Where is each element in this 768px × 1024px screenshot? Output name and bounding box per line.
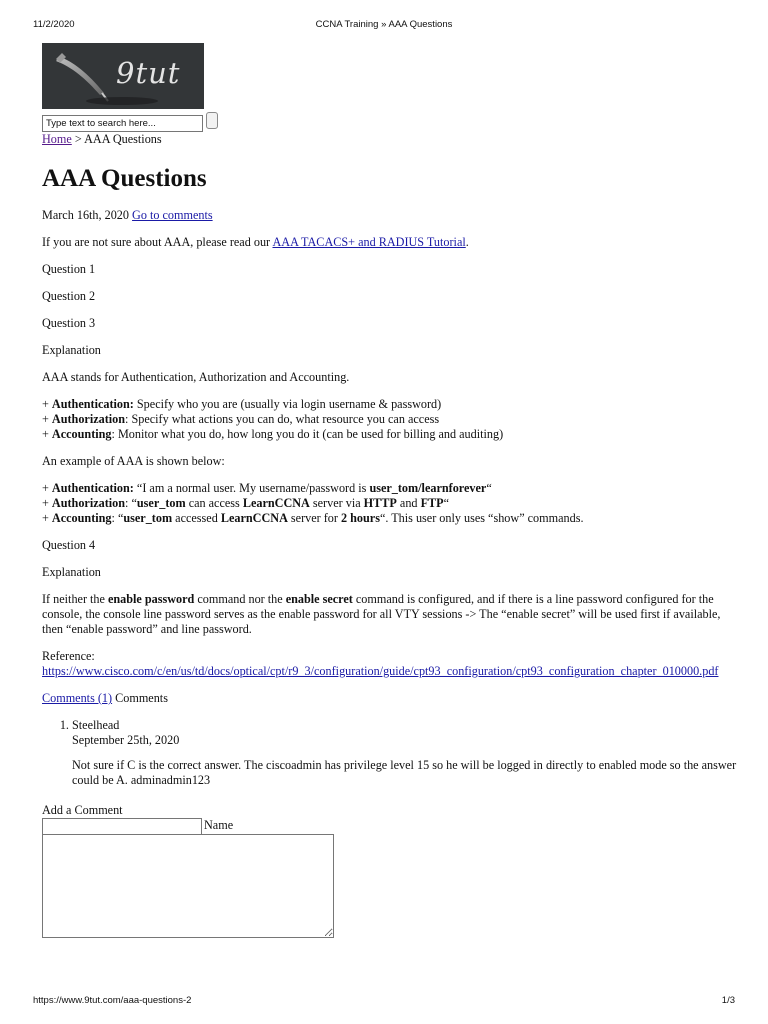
logo-text: 9tut: [116, 56, 181, 90]
add-comment-heading: Add a Comment: [42, 803, 123, 817]
question-4-link[interactable]: Question 4: [42, 538, 96, 552]
comment-meta: [72, 718, 742, 748]
name-input[interactable]: [42, 818, 202, 835]
example-authentication-label: Authentication:: [51, 481, 134, 495]
example-text: : “: [125, 496, 137, 510]
explanation-heading: Explanation: [42, 343, 101, 357]
example-text: “: [443, 496, 450, 510]
search-button[interactable]: [206, 112, 218, 129]
page-title: AAA Questions: [42, 165, 207, 192]
accounting-text: : Monitor what you do, how long you do it (can be used for billing and auditing): [111, 427, 504, 441]
post-date: March 16th, 2020: [42, 208, 129, 222]
breadcrumb-home-link[interactable]: Home: [42, 132, 72, 146]
print-url: https://www.9tut.com/aaa-questions-2: [33, 995, 192, 1006]
example-text: “. This user only uses “show” commands.: [379, 511, 584, 525]
enable-password-term: enable password: [107, 592, 195, 606]
reference: [42, 649, 742, 679]
bullet: +: [42, 496, 52, 510]
example-accounting-label: Accounting: [51, 511, 112, 525]
comment-author: Steelhead: [72, 718, 120, 732]
comment-item: [72, 718, 742, 788]
paragraph-text: command nor the: [194, 592, 286, 606]
comments-header: [42, 691, 742, 706]
comment-text: Not sure if C is the correct answer. The ciscoadmin has privilege level 15 so he will be logged in directly to enabled mode so the answer could be A. adminadmin123: [72, 758, 737, 787]
comments-label: Comments: [112, 691, 168, 705]
bullet: +: [42, 481, 52, 495]
explanation-heading-2: Explanation: [42, 565, 101, 579]
reference-link[interactable]: https://www.cisco.com/c/en/us/td/docs/optical/cpt/r9_3/configuration/guide/cpt93_configuration/cpt93_configuration_chapter_010000.pdf: [42, 664, 719, 678]
authentication-label: Authentication:: [51, 397, 134, 411]
site-logo[interactable]: [42, 43, 204, 109]
paragraph-text: If neither the: [42, 592, 108, 606]
question-3-link[interactable]: Question 3: [42, 316, 96, 330]
example-text: server via: [309, 496, 364, 510]
comment-textarea[interactable]: [42, 834, 334, 938]
authorization-text: : Specify what actions you can do, what resource you can access: [125, 412, 440, 426]
bullet: +: [42, 427, 52, 441]
enable-password-paragraph: [42, 592, 742, 637]
example-intro: An example of AAA is shown below:: [42, 454, 225, 468]
authentication-text: Specify who you are (usually via login username & password): [133, 397, 442, 411]
print-page-count: 1/3: [721, 995, 735, 1006]
print-date: 11/2/2020: [33, 19, 75, 30]
example-server: LearnCCNA: [242, 496, 310, 510]
accounting-label: Accounting: [51, 427, 112, 441]
aaa-components-list: [42, 397, 742, 442]
example-protocol: FTP: [420, 496, 444, 510]
print-page-title: CCNA Training » AAA Questions: [315, 19, 453, 30]
authorization-label: Authorization: [51, 412, 126, 426]
example-authorization-label: Authorization: [51, 496, 126, 510]
search-input[interactable]: [42, 115, 203, 132]
example-text: server for: [287, 511, 341, 525]
example-text: “: [486, 481, 492, 495]
breadcrumb-separator: >: [71, 132, 85, 146]
question-1-link[interactable]: Question 1: [42, 262, 96, 276]
example-protocol: HTTP: [363, 496, 397, 510]
reference-label: Reference:: [42, 649, 95, 663]
tutorial-link[interactable]: AAA TACACS+ and RADIUS Tutorial: [272, 235, 466, 249]
intro-paragraph: [42, 235, 742, 250]
example-text: “I am a normal user. My username/password is: [133, 481, 370, 495]
example-text: can access: [185, 496, 243, 510]
breadcrumb: [42, 132, 162, 147]
example-duration: 2 hours: [341, 511, 380, 525]
name-label: Name: [204, 818, 234, 832]
bullet: +: [42, 511, 52, 525]
bullet: +: [42, 397, 52, 411]
example-text: and: [396, 496, 421, 510]
go-to-comments-link[interactable]: Go to comments: [132, 208, 213, 222]
example-username: user_tom: [123, 511, 173, 525]
example-credentials: user_tom/learnforever: [369, 481, 487, 495]
aaa-example-list: [42, 481, 742, 526]
intro-text: If you are not sure about AAA, please read our: [42, 235, 273, 249]
example-server: LearnCCNA: [220, 511, 288, 525]
paragraph-text: command is configured, and if there is a line password configured for the console, the console line password serves as the enable password for all VTY sessions -> The “enable secret” will be used first if available, then “enable password” and line password.: [42, 592, 721, 636]
post-meta: [42, 208, 742, 223]
intro-suffix: .: [465, 235, 469, 249]
article: [42, 162, 742, 798]
example-text: accessed: [172, 511, 221, 525]
example-text: : “: [111, 511, 124, 525]
comments-count-link[interactable]: Comments (1): [42, 691, 113, 705]
enable-secret-term: enable secret: [285, 592, 353, 606]
bullet: +: [42, 412, 52, 426]
comment-form: [42, 803, 234, 832]
aaa-definition: AAA stands for Authentication, Authorization and Accounting.: [42, 370, 350, 384]
breadcrumb-current: AAA Questions: [84, 132, 162, 146]
comment-date: September 25th, 2020: [72, 733, 180, 747]
example-username: user_tom: [136, 496, 186, 510]
comment-list: [42, 718, 742, 788]
question-2-link[interactable]: Question 2: [42, 289, 96, 303]
